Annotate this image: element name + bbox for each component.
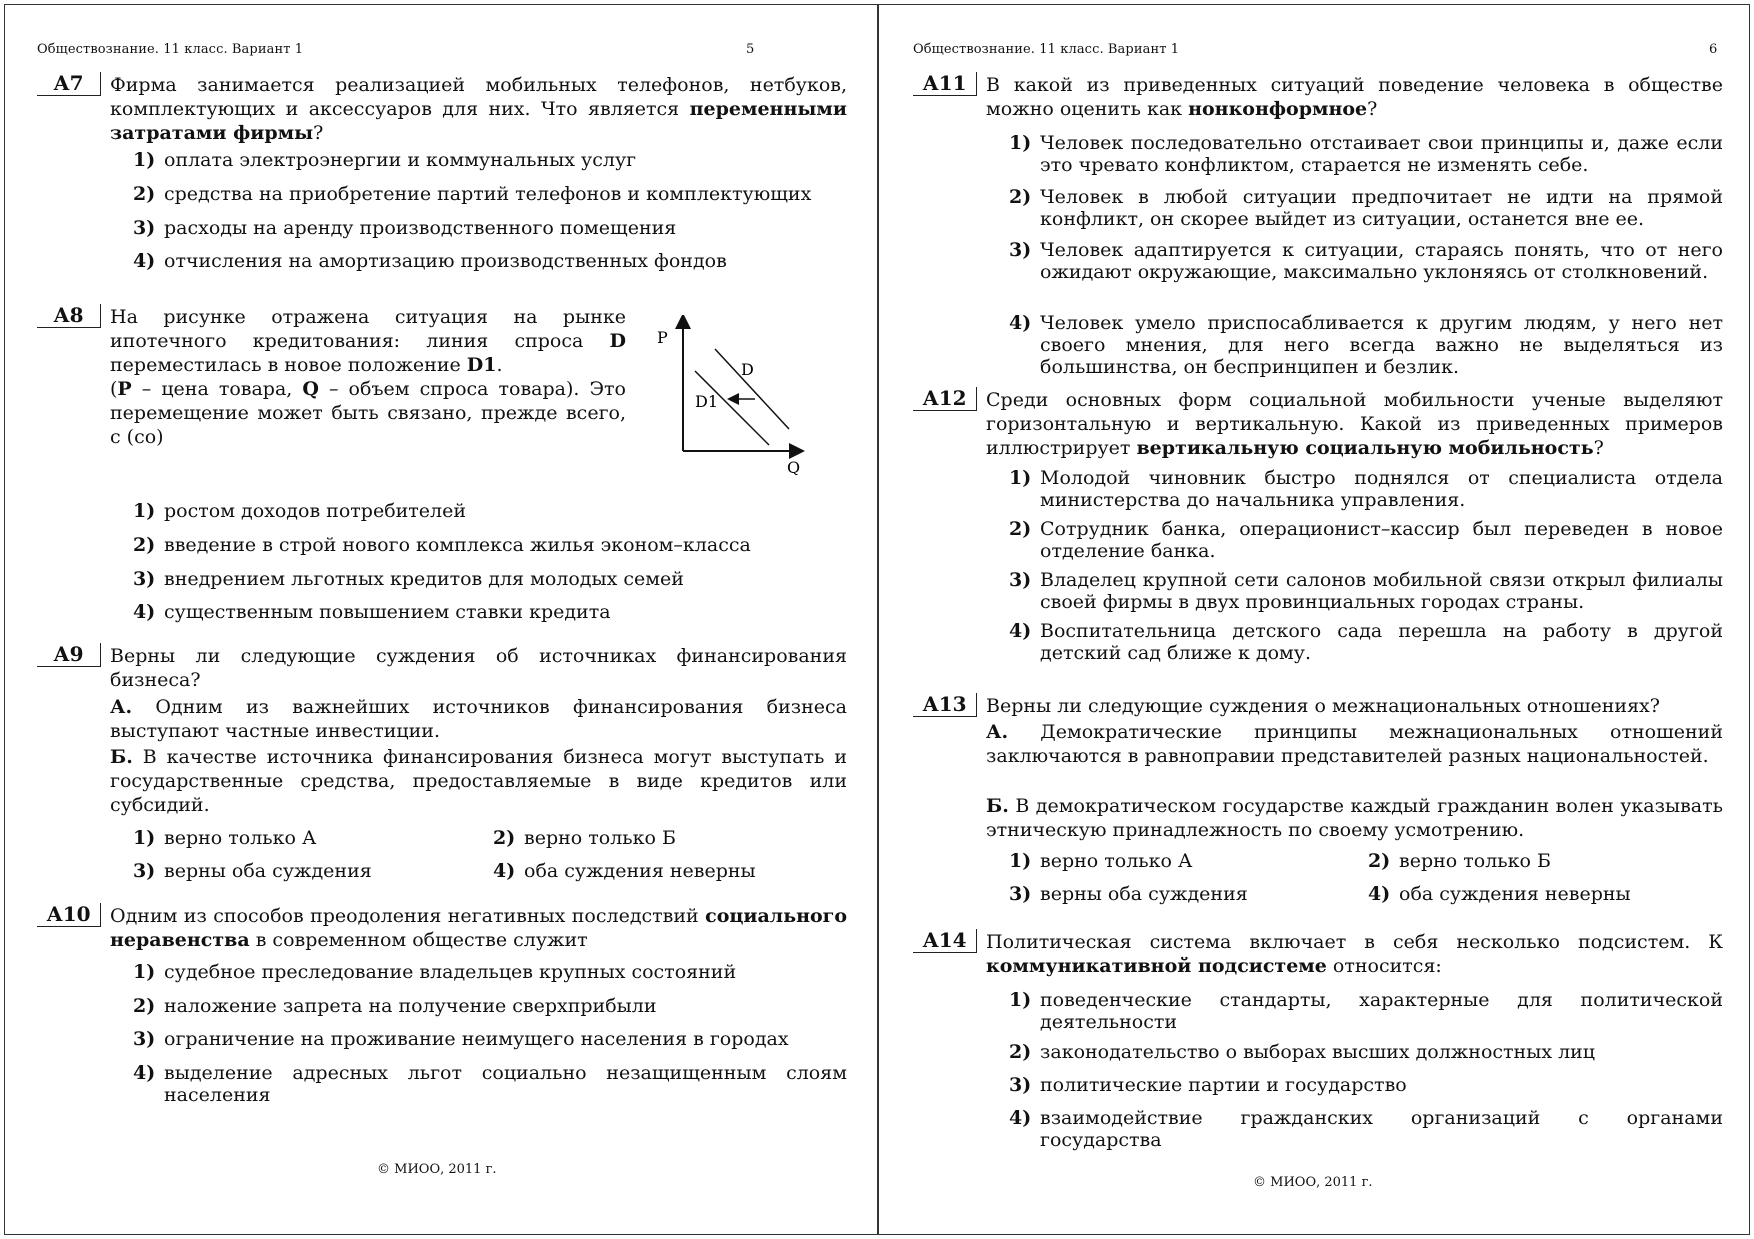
demand-label-d1: D1: [695, 392, 719, 411]
answer-option[interactable]: 2) Человек в любой ситуации предпочитает не идти на прямой конфликт, он скорее выйдет из ситуации, останется вне ее.: [1009, 186, 1723, 230]
answer-option[interactable]: 4) взаимодействие гражданских организаций с органами государства: [1009, 1107, 1723, 1151]
answer-option[interactable]: 2) наложение запрета на получение сверхприбыли: [133, 995, 657, 1017]
statement-a: А. Одним из важнейших источников финансирования бизнеса выступают частные инвестиции.: [110, 696, 847, 742]
answer-option[interactable]: 3) ограничение на проживание неимущего населения в городах: [133, 1028, 789, 1050]
answer-option[interactable]: 2) законодательство о выборах высших должностных лиц: [1009, 1041, 1596, 1063]
statement-b: Б. В демократическом государстве каждый гражданин волен указывать этническую принадлежность по своему усмотрению.: [986, 795, 1723, 841]
page-left: [4, 4, 878, 1235]
answer-option[interactable]: 1) верно только А: [1009, 850, 1193, 872]
page-number: 6: [1709, 42, 1718, 57]
answer-option[interactable]: 4) оба суждения неверны: [493, 860, 756, 882]
answer-option[interactable]: 4) отчисления на амортизацию производственных фондов: [133, 250, 727, 272]
demand-label-d: D: [741, 360, 754, 379]
question-label: А8: [37, 304, 101, 328]
answer-option[interactable]: 4) оба суждения неверны: [1368, 883, 1631, 905]
question-stem: В какой из приведенных ситуаций поведение человека в обществе можно оценить как нонконформное?: [986, 74, 1723, 120]
question-a14: [913, 929, 1723, 1159]
statement-b: Б. В качестве источника финансирования бизнеса могут выступать и государственные средства, предоставляемые в виде кредитов или субсидий.: [110, 746, 847, 816]
supply-demand-graph: [645, 315, 845, 475]
question-a12: [913, 387, 1723, 687]
answer-option[interactable]: 1) Молодой чиновник быстро поднялся от специалиста отдела министерства до начальника управления.: [1009, 467, 1723, 511]
answer-option[interactable]: 1) Человек последовательно отстаивает свои принципы и, даже если это чревато конфликтом, старается не изменять себе.: [1009, 132, 1723, 176]
question-a8: [37, 304, 847, 624]
answer-option[interactable]: 1) верно только А: [133, 827, 317, 849]
question-a9: [37, 643, 847, 893]
question-label: А9: [37, 643, 101, 667]
page-header: Обществознание. 11 класс. Вариант 1: [37, 42, 304, 57]
question-stem: Фирма занимается реализацией мобильных телефонов, нетбуков, комплектующих и аксессуаров для них. Что является переменными затратами фирмы?: [110, 74, 847, 144]
answer-option[interactable]: 3) верны оба суждения: [133, 860, 372, 882]
answer-option[interactable]: 4) Человек умело приспосабливается к другим людям, у него нет своего мнения, для него всегда важно не выделяться из большинства, он беспринципен и безлик.: [1009, 312, 1723, 378]
axis-label-q: Q: [787, 458, 801, 475]
answer-option[interactable]: 4) существенным повышением ставки кредита: [133, 601, 611, 623]
answer-option[interactable]: 1) судебное преследование владельцев крупных состояний: [133, 961, 737, 983]
question-stem: Среди основных форм социальной мобильности ученые выделяют горизонтальную и вертикальную. Какой из приведенных примеров иллюстрирует вертикальную социальную мобильность?: [986, 389, 1723, 459]
question-label: А11: [913, 72, 977, 96]
question-stem: Верны ли следующие суждения об источниках финансирования бизнеса?: [110, 645, 847, 691]
answer-option[interactable]: 3) политические партии и государство: [1009, 1074, 1407, 1096]
page-right: [878, 4, 1750, 1235]
answer-option[interactable]: 3) внедрением льготных кредитов для молодых семей: [133, 568, 684, 590]
question-stem: Верны ли следующие суждения о межнациональных отношениях?: [986, 695, 1660, 717]
question-label: А12: [913, 387, 977, 411]
page-footer: © МИОО, 2011 г.: [377, 1162, 497, 1177]
answer-option[interactable]: 2) верно только Б: [1368, 850, 1551, 872]
answer-option[interactable]: 3) расходы на аренду производственного помещения: [133, 217, 677, 239]
question-a10: [37, 903, 847, 1113]
question-a13: [913, 693, 1723, 923]
answer-option[interactable]: 3) верны оба суждения: [1009, 883, 1248, 905]
page-header: Обществознание. 11 класс. Вариант 1: [913, 42, 1180, 57]
question-a11: [913, 72, 1723, 382]
answer-option[interactable]: 4) выделение адресных льгот социально незащищенным слоям населения: [133, 1062, 847, 1106]
page-footer: © МИОО, 2011 г.: [1253, 1175, 1373, 1190]
question-stem: Одним из способов преодоления негативных последствий социального неравенства в современном обществе служит: [110, 905, 847, 951]
answer-option[interactable]: 1) поведенческие стандарты, характерные для политической деятельности: [1009, 989, 1723, 1033]
answer-option[interactable]: 1) оплата электроэнергии и коммунальных услуг: [133, 149, 637, 171]
axis-label-p: P: [657, 328, 668, 347]
question-label: А10: [37, 903, 101, 927]
question-stem: На рисунке отражена ситуация на рынке ипотечного кредитования: линия спроса D переместилась в новое положение D1. (P – цена товара, Q – объем спроса товара). Это перемещение может быть связано, прежде всего, с (со): [110, 306, 626, 448]
answer-option[interactable]: 2) введение в строй нового комплекса жилья эконом–класса: [133, 534, 751, 556]
answer-option[interactable]: 1) ростом доходов потребителей: [133, 500, 467, 522]
question-label: А13: [913, 693, 977, 717]
answer-option[interactable]: 4) Воспитательница детского сада перешла на работу в другой детский сад ближе к дому.: [1009, 620, 1723, 664]
question-a7: [37, 72, 847, 292]
answer-option[interactable]: 3) Владелец крупной сети салонов мобильной связи открыл филиалы своей фирмы в двух провинциальных городах страны.: [1009, 569, 1723, 613]
question-label: А14: [913, 929, 977, 953]
question-stem: Политическая система включает в себя несколько подсистем. К коммуникативной подсистеме относится:: [986, 931, 1723, 977]
answer-option[interactable]: 2) верно только Б: [493, 827, 676, 849]
answer-option[interactable]: 2) Сотрудник банка, операционист–кассир был переведен в новое отделение банка.: [1009, 518, 1723, 562]
answer-option[interactable]: 3) Человек адаптируется к ситуации, стараясь понять, что от него ожидают окружающие, максимально уклоняясь от столкновений.: [1009, 239, 1723, 283]
statement-a: А. Демократические принципы межнациональных отношений заключаются в равноправии представителей разных национальностей.: [986, 721, 1723, 767]
question-label: А7: [37, 72, 101, 96]
answer-option[interactable]: 2) средства на приобретение партий телефонов и комплектующих: [133, 183, 812, 205]
page-number: 5: [746, 42, 755, 57]
